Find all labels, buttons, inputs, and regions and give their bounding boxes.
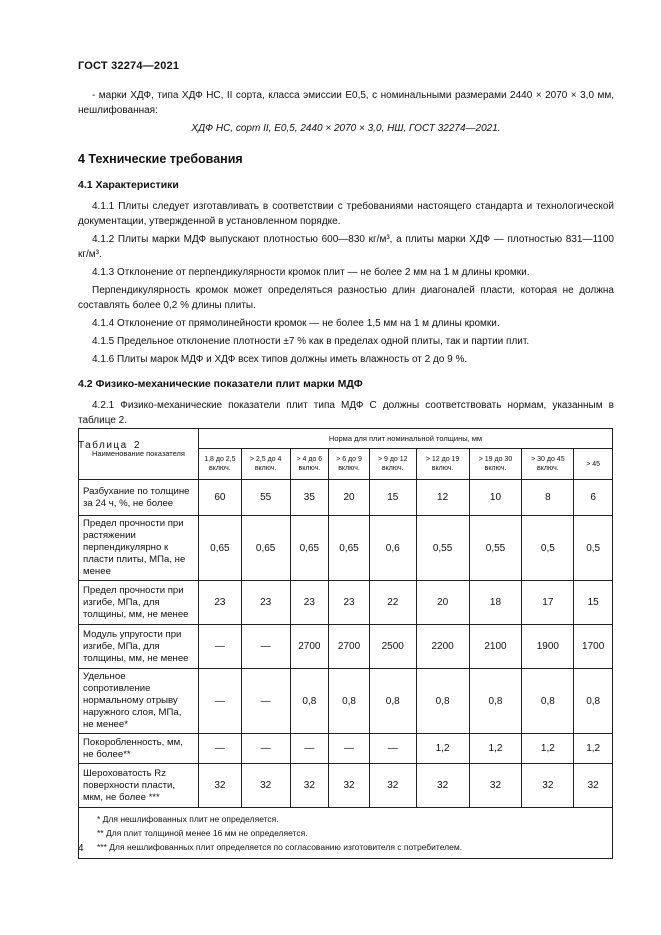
table-row <box>79 669 613 734</box>
cell-value: 32 <box>574 764 613 808</box>
cell-value: 2500 <box>369 625 416 669</box>
cell-value: — <box>199 734 242 764</box>
row-label: Удельное сопротивление нормальному отрыву наружного слоя, МПа, не менее* <box>79 669 199 734</box>
cell-value: 8 <box>522 480 574 516</box>
header-thickness: > 30 до 45 включ. <box>522 449 574 480</box>
cell-value: 23 <box>329 581 370 625</box>
cell-value: 22 <box>369 581 416 625</box>
table-note: ** Для плит толщиной менее 16 мм не определяется. <box>97 828 308 838</box>
cell-value: 35 <box>290 480 329 516</box>
intro-paragraph: - марки ХДФ, типа ХДФ НС, II сорта, класса эмиссии Е0,5, с номинальными размерами 2440 × 2070 × 3,0 мм, нешлифованная: <box>78 90 614 116</box>
clause-4-1-2: 4.1.2 Плиты марки МДФ выпускают плотностью 600—830 кг/м³, а плиты марки ХДФ — плотностью 831—1100 кг/м³. <box>78 234 614 260</box>
cell-value: — <box>241 669 290 734</box>
cell-value: 0,55 <box>416 516 469 581</box>
cell-value: 1700 <box>574 625 613 669</box>
cell-value: — <box>329 734 370 764</box>
header-parameter: Наименование показателя <box>79 429 199 480</box>
header-thickness: 1,8 до 2,5 включ. <box>199 449 242 480</box>
table-row <box>79 764 613 808</box>
header-thickness: > 9 до 12 включ. <box>369 449 416 480</box>
cell-value: 0,8 <box>416 669 469 734</box>
cell-value: 32 <box>369 764 416 808</box>
cell-value: 18 <box>469 581 522 625</box>
cell-value: 32 <box>290 764 329 808</box>
cell-value: 0,5 <box>522 516 574 581</box>
clause-4-1-1: 4.1.1 Плиты следует изготавливать в соответствии с требованиями настоящего стандарта и технологической документации, утвержденной в установленном порядке. <box>78 201 614 227</box>
cell-value: 23 <box>290 581 329 625</box>
cell-value: 32 <box>329 764 370 808</box>
cell-value: 2200 <box>416 625 469 669</box>
header-thickness: > 12 до 19 включ. <box>416 449 469 480</box>
cell-value: 17 <box>522 581 574 625</box>
table-note: *** Для нешлифованных плит определяется по согласованию изготовителя с потребителем. <box>97 842 463 852</box>
cell-value: 32 <box>522 764 574 808</box>
cell-value: 1,2 <box>416 734 469 764</box>
cell-value: — <box>241 625 290 669</box>
table-row <box>79 734 613 764</box>
cell-value: 60 <box>199 480 242 516</box>
cell-value: — <box>290 734 329 764</box>
clause-4-1-4: 4.1.4 Отклонение от прямолинейности кромок — не более 1,5 мм на 1 м длины кромки. <box>92 318 500 329</box>
cell-value: 0,8 <box>290 669 329 734</box>
cell-value: 0,8 <box>369 669 416 734</box>
clause-4-1-3: 4.1.3 Отклонение от перпендикулярности кромок плит — не более 2 мм на 1 м длины кромки. <box>92 267 530 278</box>
cell-value: 2100 <box>469 625 522 669</box>
cell-value: 12 <box>416 480 469 516</box>
header-thickness: > 19 до 30 включ. <box>469 449 522 480</box>
cell-value: 20 <box>329 480 370 516</box>
clause-4-1-6: 4.1.6 Плиты марок МДФ и ХДФ всех типов должны иметь влажность от 2 до 9 %. <box>92 354 468 365</box>
cell-value: 1,2 <box>522 734 574 764</box>
header-norm: Норма для плит номинальной толщины, мм <box>199 429 613 449</box>
properties-table <box>78 428 613 859</box>
cell-value: 23 <box>241 581 290 625</box>
cell-value: 1900 <box>522 625 574 669</box>
cell-value: 1,2 <box>469 734 522 764</box>
clause-4-1-3-note: Перпендикулярность кромок может определяться разностью длин диагоналей пласти, которая не должна составлять более 0,2 % длины плиты. <box>78 285 614 311</box>
cell-value: 0,5 <box>574 516 613 581</box>
cell-value: — <box>199 669 242 734</box>
row-label: Предел прочности при растяжении перпендикулярно к пласти плиты, МПа, не менее <box>79 516 199 581</box>
cell-value: 20 <box>416 581 469 625</box>
table-row <box>79 625 613 669</box>
cell-value: 23 <box>199 581 242 625</box>
cell-value: 0,8 <box>329 669 370 734</box>
header-thickness: > 4 до 6 включ. <box>290 449 329 480</box>
page-number: 4 <box>78 843 84 854</box>
table-body <box>79 480 613 808</box>
table-caption-number: 2 <box>134 440 140 451</box>
table-row <box>79 480 613 516</box>
clause-4-2-1: 4.2.1 Физико-механические показатели плит типа МДФ С должны соответствовать нормам, указанным в таблице 2. <box>78 400 614 426</box>
subsection-title: 4.1 Характеристики <box>78 179 179 191</box>
header-thickness: > 2,5 до 4 включ. <box>241 449 290 480</box>
product-designation: ХДФ НС, сорт II, Е0,5, 2440 × 2070 × 3,0, НШ, ГОСТ 32274—2021. <box>191 123 501 134</box>
row-label: Модуль упругости при изгибе, МПа, для толщины, мм, не менее <box>79 625 199 669</box>
row-label: Разбухание по толщине за 24 ч, %, не более <box>79 480 199 516</box>
table-note: * Для нешлифованных плит не определяется. <box>97 814 279 824</box>
table-notes <box>79 808 613 859</box>
cell-value: — <box>241 734 290 764</box>
cell-value: 2700 <box>290 625 329 669</box>
header-thickness: > 6 до 9 включ. <box>329 449 370 480</box>
header-thickness: > 45 <box>574 449 613 480</box>
cell-value: 0,6 <box>369 516 416 581</box>
cell-value: 2700 <box>329 625 370 669</box>
cell-value: — <box>199 625 242 669</box>
table-caption-label: Таблица <box>78 440 128 451</box>
table-notes-row <box>79 808 613 859</box>
cell-value: 0,8 <box>574 669 613 734</box>
cell-value: 15 <box>574 581 613 625</box>
cell-value: 55 <box>241 480 290 516</box>
row-label: Предел прочности при изгибе, МПа, для толщины, мм, не менее <box>79 581 199 625</box>
cell-value: 0,55 <box>469 516 522 581</box>
document-header: ГОСТ 32274—2021 <box>78 60 180 72</box>
table-row <box>79 516 613 581</box>
cell-value: 10 <box>469 480 522 516</box>
cell-value: 0,65 <box>241 516 290 581</box>
cell-value: 32 <box>416 764 469 808</box>
cell-value: 0,65 <box>329 516 370 581</box>
clause-4-1-5: 4.1.5 Предельное отклонение плотности ±7 % как в пределах одной плиты, так и партии плит. <box>92 336 530 347</box>
cell-value: 0,65 <box>290 516 329 581</box>
cell-value: 1,2 <box>574 734 613 764</box>
section-title: 4 Технические требования <box>78 152 243 166</box>
row-label: Покоробленность, мм, не более** <box>79 734 199 764</box>
subsection-title: 4.2 Физико-механические показатели плит марки МДФ <box>78 378 363 390</box>
cell-value: 32 <box>241 764 290 808</box>
document-body <box>78 88 614 453</box>
cell-value: 0,8 <box>469 669 522 734</box>
cell-value: — <box>369 734 416 764</box>
row-label: Шероховатость Rz поверхности пласти, мкм, не более *** <box>79 764 199 808</box>
cell-value: 0,8 <box>522 669 574 734</box>
table-row <box>79 581 613 625</box>
cell-value: 32 <box>469 764 522 808</box>
cell-value: 0,65 <box>199 516 242 581</box>
cell-value: 15 <box>369 480 416 516</box>
cell-value: 6 <box>574 480 613 516</box>
cell-value: 32 <box>199 764 242 808</box>
